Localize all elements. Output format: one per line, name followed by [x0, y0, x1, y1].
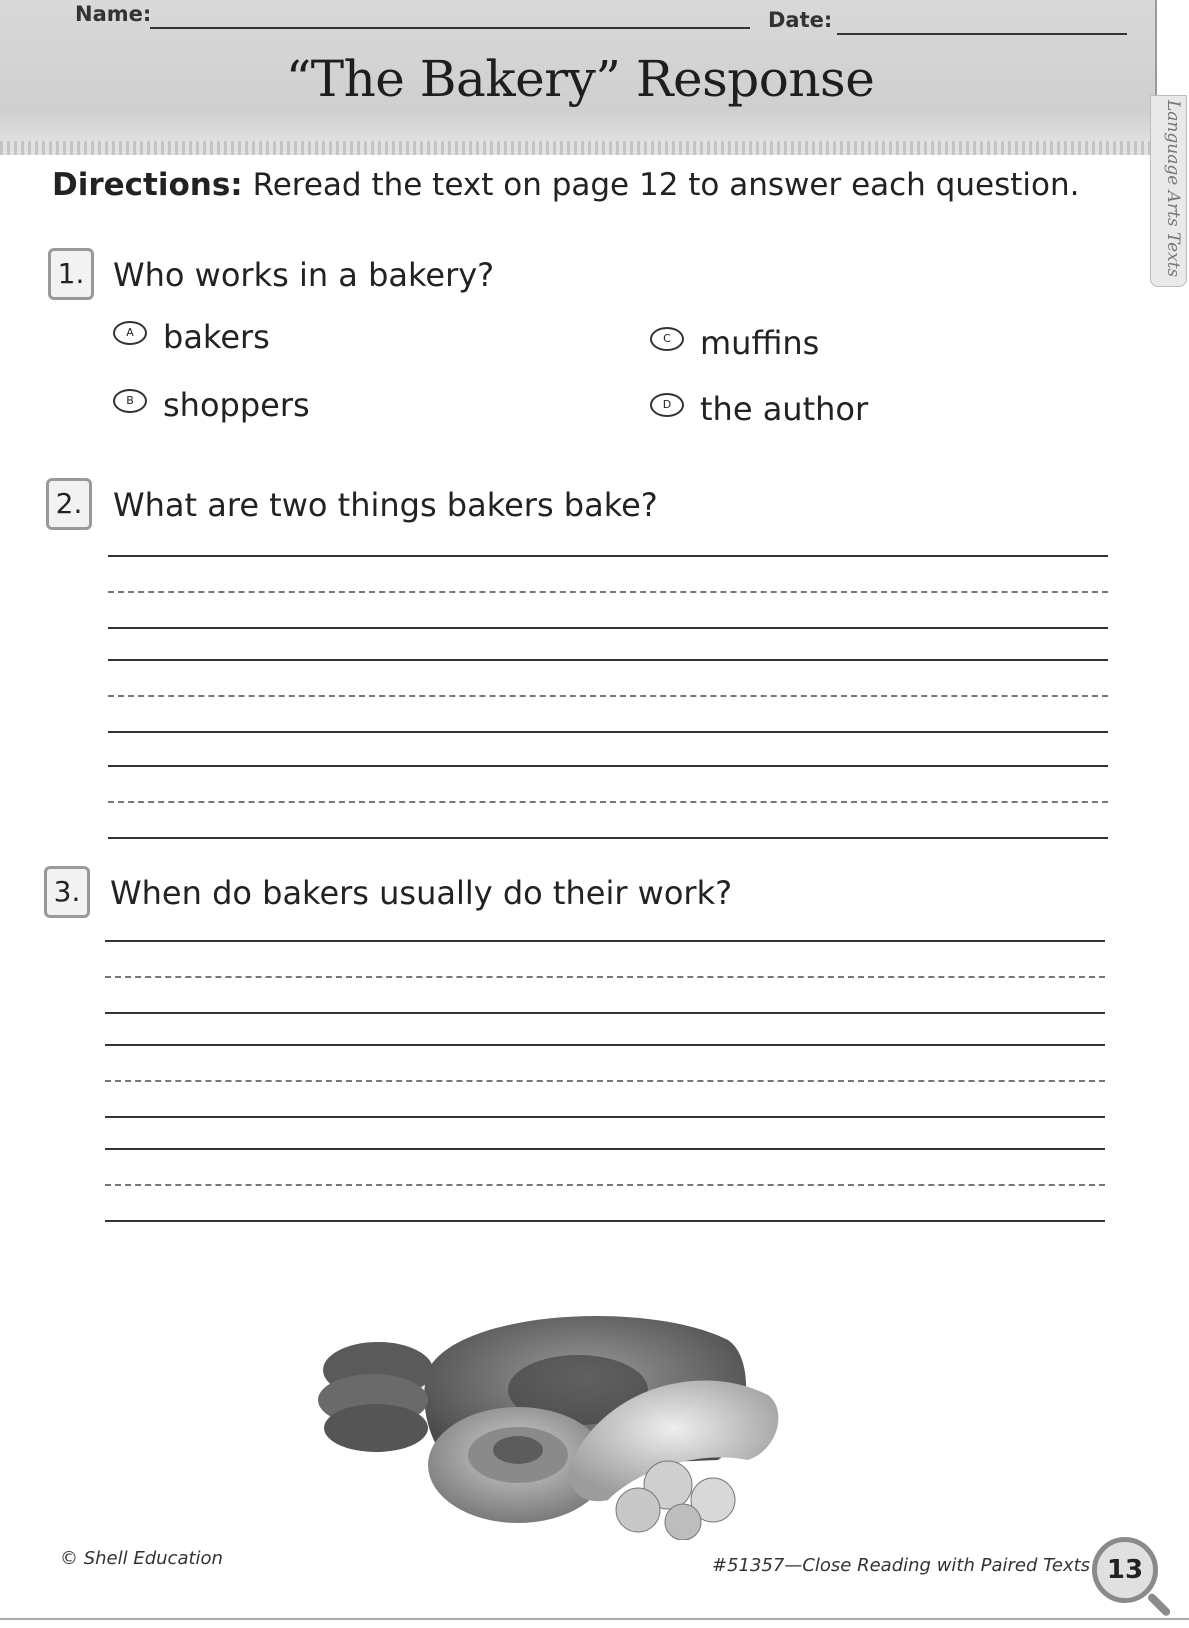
- question-1-text: Who works in a bakery?: [113, 256, 495, 294]
- pastries-illustration: [318, 1300, 808, 1540]
- option-c-bubble[interactable]: C: [650, 327, 684, 351]
- option-a-text: bakers: [163, 318, 270, 356]
- answer-line: [108, 765, 1108, 767]
- answer-line: [105, 1012, 1105, 1014]
- magnifier-handle-icon: [1146, 1592, 1171, 1617]
- option-b-bubble[interactable]: B: [113, 389, 147, 413]
- answer-line: [108, 555, 1108, 557]
- question-3-text: When do bakers usually do their work?: [110, 874, 733, 912]
- bottom-rule: [0, 1618, 1189, 1620]
- name-blank[interactable]: [150, 27, 750, 29]
- answer-line: [108, 731, 1108, 733]
- answer-midline: [108, 695, 1108, 697]
- option-a[interactable]: [113, 318, 270, 358]
- answer-midline: [105, 1080, 1105, 1082]
- directions-text: Reread the text on page 12 to answer each question.: [242, 167, 1080, 203]
- answer-line: [105, 1220, 1105, 1222]
- answer-midline: [108, 591, 1108, 593]
- option-d[interactable]: [650, 390, 868, 430]
- option-a-bubble[interactable]: A: [113, 321, 147, 345]
- option-b-text: shoppers: [163, 386, 310, 424]
- directions: [52, 167, 1079, 203]
- option-d-text: the author: [700, 390, 869, 428]
- page-title: “The Bakery” Response: [285, 50, 875, 108]
- copyright-text: © Shell Education: [60, 1548, 223, 1569]
- answer-line: [105, 940, 1105, 942]
- option-b[interactable]: [113, 386, 310, 426]
- option-d-bubble[interactable]: D: [650, 393, 684, 417]
- question-2-text: What are two things bakers bake?: [113, 486, 658, 524]
- answer-line: [108, 659, 1108, 661]
- name-label: Name:: [75, 2, 152, 26]
- answer-line: [105, 1148, 1105, 1150]
- answer-line: [105, 1044, 1105, 1046]
- answer-line: [105, 1116, 1105, 1118]
- question-1-number: 1.: [48, 248, 94, 300]
- side-tab-label: Language Arts Texts: [1163, 100, 1183, 278]
- question-3-number: 3.: [44, 866, 90, 918]
- date-blank[interactable]: [837, 33, 1127, 35]
- answer-line: [108, 627, 1108, 629]
- directions-label: Directions:: [52, 167, 243, 203]
- book-reference: #51357—Close Reading with Paired Texts: [712, 1555, 1091, 1576]
- date-label: Date:: [768, 8, 833, 32]
- option-c-text: muffins: [700, 324, 820, 362]
- option-c[interactable]: [650, 324, 819, 364]
- answer-line: [108, 837, 1108, 839]
- answer-midline: [105, 1184, 1105, 1186]
- answer-midline: [105, 976, 1105, 978]
- page-number-badge: 13: [1092, 1537, 1158, 1603]
- question-2-number: 2.: [46, 478, 92, 530]
- answer-midline: [108, 801, 1108, 803]
